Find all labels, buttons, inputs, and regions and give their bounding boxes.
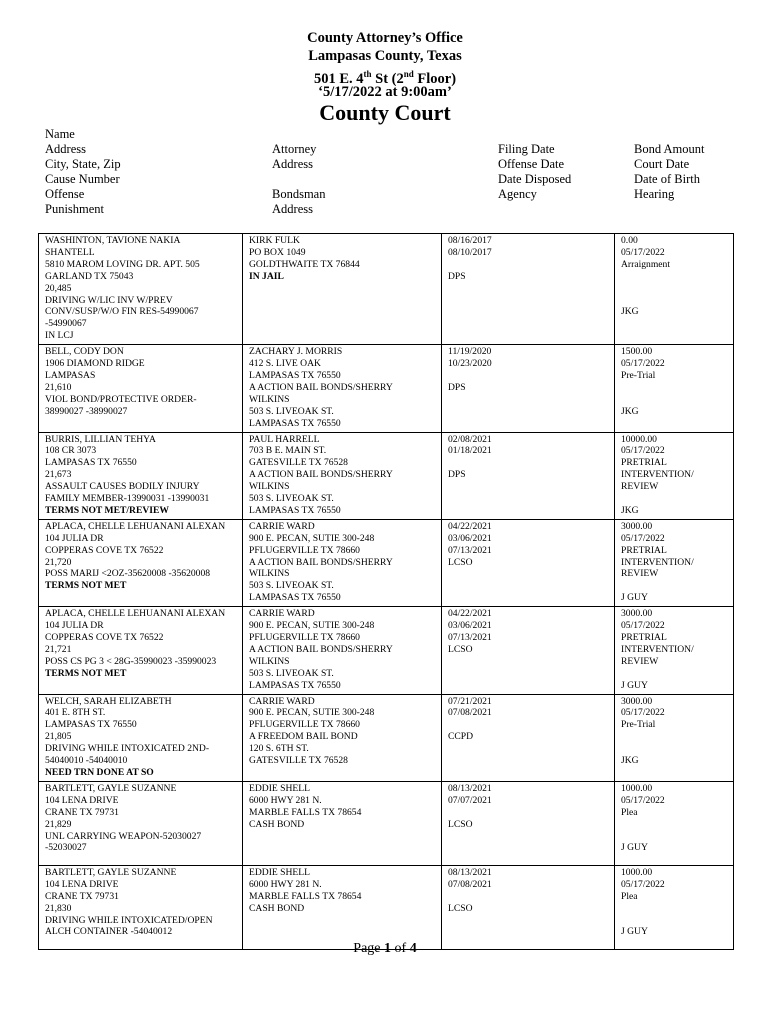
case-dates-line: LCSO	[448, 902, 473, 914]
court-title: County Court	[319, 100, 451, 125]
case-dates-line: 04/22/2021	[448, 608, 492, 620]
case-defendant-line: 21,829	[45, 818, 72, 830]
case-dates-line: 08/13/2021	[448, 782, 492, 794]
case-attorney-line: WILKINS	[249, 393, 290, 405]
column-headers-attorney	[272, 142, 325, 217]
case-dates-cell	[442, 865, 615, 949]
case-attorney-line: 6000 HWY 281 N.	[249, 878, 322, 890]
case-bond-line: Plea	[621, 806, 638, 818]
case-defendant-line: 21,721	[45, 643, 72, 655]
col-label: City, State, Zip	[45, 157, 121, 171]
docket-table	[38, 233, 734, 950]
case-attorney-line: MARBLE FALLS TX 78654	[249, 890, 362, 902]
case-defendant-line: 1906 DIAMOND RIDGE	[45, 358, 145, 370]
case-bond-line	[621, 743, 728, 755]
case-bond-line: 1500.00	[621, 346, 653, 358]
case-bond-line	[621, 915, 728, 927]
col-label: Filing Date	[498, 142, 555, 156]
case-dates-line: 08/16/2017	[448, 235, 492, 246]
case-bond-line: 3000.00	[621, 695, 653, 707]
case-bond-cell	[615, 519, 734, 606]
case-bond-line: INTERVENTION/	[621, 643, 694, 655]
case-attorney-cell	[243, 694, 442, 781]
col-label: Address	[272, 157, 313, 171]
case-defendant-line: TERMS NOT MET	[45, 667, 127, 679]
case-defendant-line: TERMS NOT MET/REVIEW	[45, 504, 170, 516]
case-attorney-line: EDDIE SHELL	[249, 782, 311, 794]
case-dates-line	[448, 807, 609, 819]
col-label: Offense	[45, 187, 85, 201]
col-label: Bondsman	[272, 187, 326, 201]
case-bond-line: INTERVENTION/	[621, 556, 694, 568]
case-defendant-line: DRIVING WHILE INTOXICATED 2ND-	[45, 743, 210, 755]
case-bond-line	[621, 271, 728, 283]
col-label: Offense Date	[498, 157, 565, 171]
case-defendant-line: WELCH, SARAH ELIZABETH	[45, 695, 172, 707]
case-defendant-line: CONV/SUSP/W/O FIN RES-54990067	[45, 306, 199, 318]
case-dates-line	[448, 457, 609, 469]
case-attorney-line: LAMPASAS TX 76550	[249, 369, 341, 381]
case-attorney-line: 120 S. 6TH ST.	[249, 743, 309, 755]
column-headers-dates	[498, 142, 571, 202]
case-defendant-line: 21,720	[45, 556, 72, 568]
case-defendant-cell	[39, 519, 243, 606]
case-attorney-line: KIRK FULK	[249, 235, 300, 246]
case-attorney-line: LAMPASAS TX 76550	[249, 504, 341, 516]
case-defendant-line: DRIVING W/LIC INV W/PREV	[45, 294, 173, 306]
case-dates-line: 02/08/2021	[448, 433, 492, 445]
case-attorney-cell	[243, 432, 442, 519]
case-defendant-line: APLACA, CHELLE LEHUANANI ALEXAN	[45, 520, 226, 532]
col-label: Punishment	[45, 202, 105, 216]
case-dates-cell	[442, 234, 615, 345]
case-defendant-line: ASSAULT CAUSES BODILY INJURY	[45, 481, 200, 493]
office-address: 501 E. 4th St (2nd Floor)	[313, 69, 457, 87]
case-bond-line: Pre-Trial	[621, 369, 656, 381]
case-row	[39, 345, 734, 432]
case-dates-line: 07/07/2021	[448, 794, 492, 806]
case-dates-line	[448, 259, 609, 271]
case-attorney-line: PFLUGERVILLE TX 78660	[249, 544, 360, 556]
case-defendant-line: COPPERAS COVE TX 76522	[45, 544, 164, 556]
case-attorney-line: PFLUGERVILLE TX 78660	[249, 632, 360, 643]
case-attorney-line: IN JAIL	[249, 270, 284, 282]
case-defendant-line: 21,673	[45, 469, 72, 481]
case-defendant-line: 104 LENA DRIVE	[45, 878, 119, 890]
docket-body	[39, 234, 734, 950]
case-defendant-line: 21,830	[45, 902, 72, 914]
case-dates-line	[448, 719, 609, 731]
case-dates-line: DPS	[448, 469, 466, 481]
case-defendant-line: NEED TRN DONE AT SO	[45, 766, 154, 778]
case-bond-line	[621, 580, 728, 592]
case-bond-cell	[615, 234, 734, 345]
case-attorney-cell	[243, 865, 442, 949]
case-dates-line: 04/22/2021	[448, 520, 492, 532]
case-bond-cell	[615, 781, 734, 865]
col-label: Cause Number	[45, 172, 120, 186]
case-dates-line	[448, 891, 609, 903]
case-attorney-line: CASH BOND	[249, 902, 305, 914]
case-defendant-line: 108 CR 3073	[45, 445, 97, 457]
case-bond-line: 0.00	[621, 235, 638, 246]
case-dates-line	[448, 370, 609, 382]
case-attorney-cell	[243, 781, 442, 865]
case-bond-line: 1000.00	[621, 782, 653, 794]
column-headers-defendant	[45, 127, 121, 217]
case-attorney-cell	[243, 345, 442, 432]
case-row	[39, 234, 734, 345]
case-bond-line: JKG	[621, 755, 639, 767]
case-attorney-line: GOLDTHWAITE TX 76844	[249, 258, 360, 270]
case-dates-line: LCSO	[448, 818, 473, 830]
case-row	[39, 781, 734, 865]
case-defendant-line: 104 JULIA DR	[45, 532, 104, 544]
case-bond-line: J GUY	[621, 926, 648, 938]
case-attorney-line: A ACTION BAIL BONDS/SHERRY	[249, 381, 393, 393]
case-attorney-line: 6000 HWY 281 N.	[249, 794, 322, 806]
col-label	[272, 172, 325, 187]
case-dates-line: 07/13/2021	[448, 632, 492, 643]
case-defendant-line: -54990067	[45, 318, 87, 330]
case-dates-line: 03/06/2021	[448, 620, 492, 632]
case-attorney-line: PFLUGERVILLE TX 78660	[249, 719, 360, 731]
case-attorney-line: GATESVILLE TX 76528	[249, 457, 348, 469]
case-attorney-line: MARBLE FALLS TX 78654	[249, 806, 362, 818]
case-defendant-line: 104 JULIA DR	[45, 620, 104, 632]
case-defendant-line: BARTLETT, GAYLE SUZANNE	[45, 866, 177, 878]
case-bond-line: 1000.00	[621, 866, 653, 878]
case-bond-line: 05/17/2022	[621, 794, 665, 806]
case-bond-line	[621, 394, 728, 406]
case-defendant-line: LAMPASAS TX 76550	[45, 457, 137, 469]
col-label: Bond Amount	[634, 142, 705, 156]
case-dates-line: 01/18/2021	[448, 445, 492, 457]
case-bond-line: JKG	[621, 306, 639, 318]
case-dates-line: 07/08/2021	[448, 878, 492, 890]
case-bond-line: 05/17/2022	[621, 878, 665, 890]
case-bond-line: 10000.00	[621, 433, 657, 445]
case-defendant-line: POSS MARIJ <2OZ-35620008 -35620008	[45, 568, 211, 580]
col-label: Name	[45, 127, 75, 141]
case-attorney-line: CARRIE WARD	[249, 695, 315, 707]
case-defendant-line: 38990027 -38990027	[45, 405, 128, 417]
case-dates-cell	[442, 519, 615, 606]
case-row	[39, 519, 734, 606]
case-defendant-cell	[39, 234, 243, 345]
case-bond-line: REVIEW	[621, 655, 659, 667]
case-dates-line: 07/08/2021	[448, 707, 492, 719]
case-defendant-line: LAMPASAS TX 76550	[45, 719, 137, 731]
case-bond-line: J GUY	[621, 679, 648, 691]
case-bond-line: JKG	[621, 405, 639, 417]
case-attorney-line: A FREEDOM BAIL BOND	[249, 731, 358, 743]
col-label: Hearing	[634, 187, 675, 201]
case-attorney-line: GATESVILLE TX 76528	[249, 755, 348, 767]
case-bond-line: INTERVENTION/	[621, 469, 694, 481]
case-attorney-cell	[243, 607, 442, 694]
case-defendant-line: CRANE TX 79731	[45, 806, 119, 818]
case-defendant-line: FAMILY MEMBER-13990031 -13990031	[45, 493, 210, 505]
case-defendant-line: UNL CARRYING WEAPON-52030027	[45, 830, 202, 842]
case-dates-cell	[442, 345, 615, 432]
case-dates-cell	[442, 781, 615, 865]
case-defendant-line: BELL, CODY DON	[45, 346, 124, 358]
case-defendant-line: GARLAND TX 75043	[45, 270, 134, 282]
case-dates-line: DPS	[448, 381, 466, 393]
case-attorney-line: 703 B E. MAIN ST.	[249, 445, 327, 457]
case-defendant-line: 21,610	[45, 381, 72, 393]
col-label: Attorney	[272, 142, 317, 156]
case-attorney-line: A ACTION BAIL BONDS/SHERRY	[249, 643, 393, 655]
case-dates-cell	[442, 694, 615, 781]
case-row	[39, 865, 734, 949]
case-attorney-line: 503 S. LIVEOAK ST.	[249, 667, 334, 679]
case-defendant-line: SHANTELL	[45, 246, 95, 258]
case-defendant-line: 5810 MAROM LOVING DR. APT. 505	[45, 258, 200, 270]
case-defendant-line: WASHINTON, TAVIONE NAKIA	[45, 235, 181, 246]
case-bond-line: Pre-Trial	[621, 719, 656, 731]
column-headers-bond	[634, 142, 705, 202]
case-bond-line: J GUY	[621, 842, 648, 854]
case-bond-line	[621, 382, 728, 394]
case-defendant-line: ALCH CONTAINER -54040012	[45, 926, 173, 938]
col-label: Date Disposed	[498, 172, 572, 186]
case-dates-cell	[442, 432, 615, 519]
case-bond-line: 3000.00	[621, 608, 653, 620]
case-attorney-line: PO BOX 1049	[249, 246, 306, 258]
case-bond-line: 05/17/2022	[621, 707, 665, 719]
case-defendant-line: LAMPASAS	[45, 369, 96, 381]
case-defendant-cell	[39, 781, 243, 865]
case-attorney-line: 503 S. LIVEOAK ST.	[249, 493, 334, 505]
case-bond-line: REVIEW	[621, 481, 659, 493]
case-defendant-cell	[39, 865, 243, 949]
case-bond-line	[621, 819, 728, 831]
case-bond-line: Arraignment	[621, 258, 671, 270]
case-defendant-line: BURRIS, LILLIAN TEHYA	[45, 433, 156, 445]
case-bond-cell	[615, 607, 734, 694]
case-defendant-line: APLACA, CHELLE LEHUANANI ALEXAN	[45, 608, 226, 620]
case-bond-line: 3000.00	[621, 520, 653, 532]
case-bond-line	[621, 668, 728, 680]
case-attorney-line: A ACTION BAIL BONDS/SHERRY	[249, 556, 393, 568]
case-attorney-line: 412 S. LIVE OAK	[249, 358, 321, 370]
case-bond-line: 05/17/2022	[621, 445, 665, 457]
case-attorney-line: CARRIE WARD	[249, 608, 315, 620]
case-bond-line: PRETRIAL	[621, 544, 667, 556]
case-defendant-line: -52030027	[45, 842, 87, 854]
case-dates-line: 08/10/2017	[448, 246, 492, 258]
case-dates-line: CCPD	[448, 731, 474, 743]
case-attorney-line: WILKINS	[249, 655, 290, 667]
case-defendant-line: BARTLETT, GAYLE SUZANNE	[45, 782, 177, 794]
case-defendant-cell	[39, 345, 243, 432]
case-defendant-line: IN LCJ	[45, 330, 74, 342]
case-bond-line: 05/17/2022	[621, 246, 665, 258]
case-attorney-line: LAMPASAS TX 76550	[249, 592, 341, 604]
case-bond-line: REVIEW	[621, 568, 659, 580]
case-bond-line: 05/17/2022	[621, 532, 665, 544]
case-bond-line	[621, 831, 728, 843]
case-attorney-line: 900 E. PECAN, SUTIE 300-248	[249, 620, 375, 632]
case-dates-line: LCSO	[448, 643, 473, 655]
col-label: Date of Birth	[634, 172, 700, 186]
case-dates-line: 10/23/2020	[448, 358, 492, 370]
case-attorney-line: PAUL HARRELL	[249, 433, 320, 445]
case-row	[39, 607, 734, 694]
case-attorney-line: ZACHARY J. MORRIS	[249, 346, 343, 358]
docket-datetime: ‘5/17/2022 at 9:00am’	[318, 84, 452, 100]
case-bond-line: JKG	[621, 504, 639, 516]
case-bond-line: J GUY	[621, 592, 648, 604]
case-bond-line: 05/17/2022	[621, 358, 665, 370]
case-dates-line: LCSO	[448, 556, 473, 568]
case-attorney-line: WILKINS	[249, 568, 290, 580]
case-defendant-cell	[39, 694, 243, 781]
case-dates-line: 07/21/2021	[448, 695, 492, 707]
case-defendant-line: 104 LENA DRIVE	[45, 794, 119, 806]
case-defendant-line: 21,805	[45, 731, 72, 743]
case-bond-line	[621, 283, 728, 295]
col-label: Address	[272, 202, 313, 216]
case-row	[39, 694, 734, 781]
case-bond-line	[621, 493, 728, 505]
case-attorney-line: LAMPASAS TX 76550	[249, 417, 341, 429]
case-bond-line	[621, 903, 728, 915]
case-defendant-line: 401 E. 8TH ST.	[45, 707, 106, 719]
case-defendant-line: 20,485	[45, 282, 72, 294]
case-row	[39, 432, 734, 519]
case-bond-cell	[615, 345, 734, 432]
case-dates-line: DPS	[448, 270, 466, 282]
case-attorney-line: 503 S. LIVEOAK ST.	[249, 405, 334, 417]
case-defendant-line: DRIVING WHILE INTOXICATED/OPEN	[45, 914, 213, 926]
county-name: Lampasas County, Texas	[308, 48, 462, 64]
col-label: Court Date	[634, 157, 690, 171]
case-defendant-line: CRANE TX 79731	[45, 890, 119, 902]
case-dates-line: 11/19/2020	[448, 346, 492, 358]
case-bond-line: Plea	[621, 890, 638, 902]
case-defendant-line: TERMS NOT MET	[45, 580, 127, 592]
case-attorney-line: EDDIE SHELL	[249, 866, 311, 878]
case-attorney-cell	[243, 519, 442, 606]
case-defendant-line: COPPERAS COVE TX 76522	[45, 632, 164, 643]
case-defendant-line: POSS CS PG 3 < 28G-35990023 -35990023	[45, 655, 217, 667]
case-bond-line	[621, 295, 728, 307]
office-title: County Attorney’s Office	[307, 30, 463, 46]
case-bond-line: PRETRIAL	[621, 632, 667, 643]
case-attorney-line: 900 E. PECAN, SUTIE 300-248	[249, 532, 375, 544]
case-dates-line: 07/13/2021	[448, 544, 492, 556]
case-attorney-line: 900 E. PECAN, SUTIE 300-248	[249, 707, 375, 719]
case-bond-cell	[615, 432, 734, 519]
case-dates-line: 03/06/2021	[448, 532, 492, 544]
case-attorney-line: LAMPASAS TX 76550	[249, 679, 341, 691]
case-attorney-line: WILKINS	[249, 481, 290, 493]
page-indicator: Page 1 of 4	[353, 941, 417, 956]
case-attorney-line: CASH BOND	[249, 818, 305, 830]
case-bond-cell	[615, 865, 734, 949]
case-attorney-cell	[243, 234, 442, 345]
col-label: Address	[45, 142, 86, 156]
case-attorney-line: 503 S. LIVEOAK ST.	[249, 580, 334, 592]
case-dates-line: 08/13/2021	[448, 866, 492, 878]
case-bond-line	[621, 731, 728, 743]
case-attorney-line: A ACTION BAIL BONDS/SHERRY	[249, 469, 393, 481]
case-bond-cell	[615, 694, 734, 781]
case-bond-line: 05/17/2022	[621, 620, 665, 632]
case-dates-cell	[442, 607, 615, 694]
col-label: Agency	[498, 187, 537, 201]
case-defendant-line: 54040010 -54040010	[45, 755, 128, 767]
case-defendant-cell	[39, 607, 243, 694]
case-attorney-line: CARRIE WARD	[249, 520, 315, 532]
case-defendant-cell	[39, 432, 243, 519]
case-bond-line: PRETRIAL	[621, 457, 667, 469]
case-defendant-line: VIOL BOND/PROTECTIVE ORDER-	[45, 393, 197, 405]
